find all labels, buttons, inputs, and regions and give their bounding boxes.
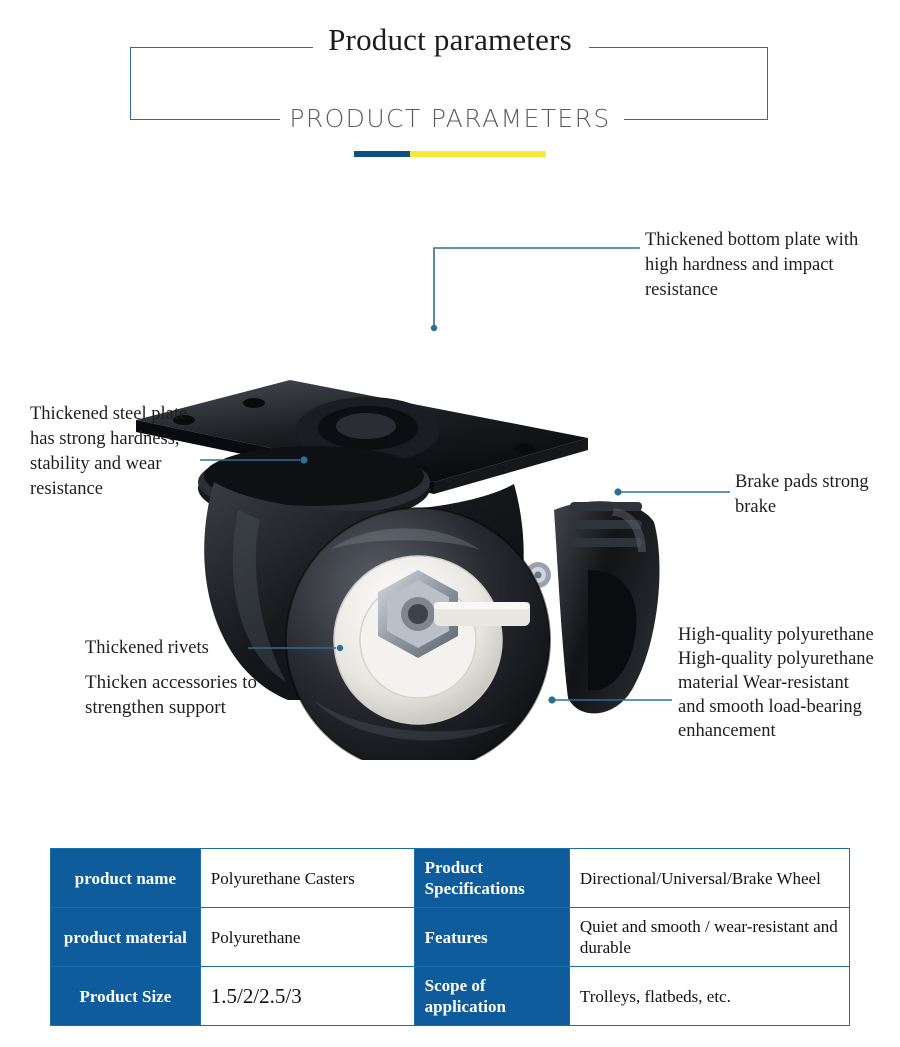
callout-top-plate: Thickened bottom plate with high hardness and impact resistance: [645, 230, 859, 300]
callout-polyurethane: High-quality polyurethane High-quality polyurethane material Wear-resistant and smooth load-bearing enhancement: [678, 625, 874, 741]
cell-value-product-specifications: Directional/Universal/Brake Wheel: [569, 849, 849, 908]
table-row: [51, 967, 850, 1026]
accent-bar: [354, 151, 546, 157]
cell-label-product-material: product material: [51, 908, 201, 967]
callout-steel-plate: Thickened steel plate has strong hardness, stability and wear resistance: [30, 404, 188, 499]
table-row: [51, 849, 850, 908]
table-row: [51, 908, 850, 967]
accent-bar-blue-segment: [354, 151, 410, 157]
page-subtitle: PRODUCT PARAMETERS: [289, 104, 611, 133]
cell-value-product-material: Polyurethane: [200, 908, 414, 967]
callout-brake-pads: Brake pads strong brake: [735, 472, 869, 517]
cell-value-scope-of-application: Trolleys, flatbeds, etc.: [569, 967, 849, 1026]
callout-rivets: Thickened rivets: [85, 638, 209, 658]
cell-label-product-name: product name: [51, 849, 201, 908]
page-title: Product parameters: [328, 22, 572, 57]
cell-label-product-specifications: Product Specifications: [414, 849, 569, 908]
specifications-table: [50, 848, 850, 1026]
accent-bar-yellow-segment: [410, 151, 546, 157]
cell-value-features: Quiet and smooth / wear-resistant and durable: [569, 908, 849, 967]
page-header: [0, 0, 900, 180]
cell-label-scope-of-application: Scope of application: [414, 967, 569, 1026]
cell-label-product-size: Product Size: [51, 967, 201, 1026]
callout-rivets-support: Thicken accessories to strengthen support: [85, 672, 257, 718]
cell-value-product-name: Polyurethane Casters: [200, 849, 414, 908]
cell-value-product-size: 1.5/2/2.5/3: [200, 967, 414, 1026]
cell-label-features: Features: [414, 908, 569, 967]
product-diagram: [0, 180, 900, 830]
